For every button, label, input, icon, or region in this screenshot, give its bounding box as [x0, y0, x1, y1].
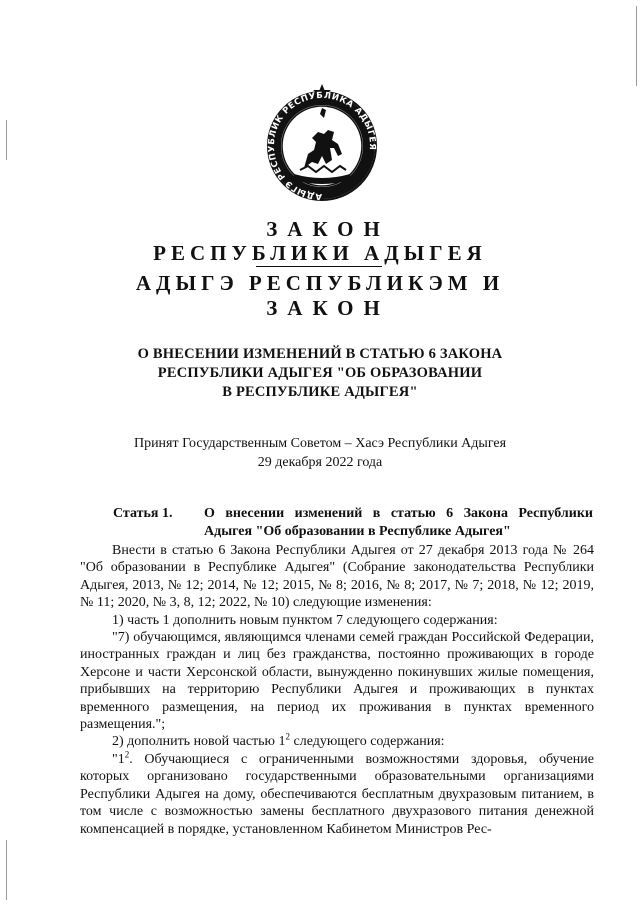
body-text: 2) дополнить новой частью 1: [112, 734, 286, 750]
coat-of-arms-emblem: [264, 84, 380, 208]
law-subject-line: В РЕСПУБЛИКЕ АДЫГЕЯ": [222, 384, 418, 400]
body-paragraph: [80, 751, 594, 838]
body-text: следующего содержания:: [290, 734, 445, 750]
body-paragraph: "7) обучающимся, являющимся членами семей граждан Российской Федерации, иностранных граждан и лиц без гражданства, постоянно проживающих в городе Херсоне и части Херсонской области, вынужденно покинувших жилые помещения, прибывших на территорию Республики Адыгея и проживающих в пунктах временного размещения, на период их проживания в пунктах временного размещения.";: [80, 630, 594, 733]
article-title: О внесении изменений в статью 6 Закона Республики Адыгея "Об образовании в Республике Адыгея": [204, 506, 593, 539]
law-title-line: ЗАКОН: [266, 217, 390, 241]
body-text: "1: [112, 751, 125, 767]
emblem-ring-text: АДЫГЭ РЕСПУБЛИК РЕСПУБЛИКА АДЫГЕЯ: [266, 90, 378, 202]
title-divider: [256, 266, 382, 267]
article-body: [80, 542, 594, 838]
scan-edge-mark: [636, 6, 637, 86]
adoption-body: Принят Государственным Советом – Хасэ Республики Адыгея: [133, 436, 507, 451]
body-text: . Обучающиеся с ограниченными возможностями здоровья, обучение которых организовано государственными образовательными организациями Республики Адыгея на дому, обеспечиваются бесплатным двухразовым питанием, в том числе с возможностью замены бесплатного двухразового питания денежной компенсацией в порядке, установленном Кабинетом Министров Рес-: [80, 751, 594, 837]
body-paragraph: [80, 733, 594, 750]
law-subject: [0, 345, 640, 402]
law-subject-line: О ВНЕСЕНИИ ИЗМЕНЕНИЙ В СТАТЬЮ 6 ЗАКОНА: [137, 346, 503, 362]
article-label: Статья 1.: [113, 506, 173, 521]
scan-edge-mark: [6, 840, 7, 900]
body-paragraph: Внести в статью 6 Закона Республики Адыгея от 27 декабря 2013 года № 264 "Об образовании в Республике Адыгея" (Собрание законодательства Республики Адыгея, 2013, № 12; 2014, № 12; 2015, № 8; 2016, № 8; 2017, № 7; 2018, № 12; 2019, № 11; 2020, № 3, 8, 12; 2022, № 10) следующие изменения:: [80, 543, 594, 611]
law-title-line: ЗАКОН: [266, 296, 390, 320]
adoption-date: 29 декабря 2022 года: [257, 455, 383, 470]
law-title-line: АДЫГЭ РЕСПУБЛИКЭМ И: [135, 271, 505, 295]
superscript: 2: [124, 749, 130, 760]
scan-edge-mark: [6, 120, 7, 160]
adoption-note: [0, 434, 640, 472]
law-title-line: РЕСПУБЛИКИ АДЫГЕЯ: [153, 241, 487, 265]
law-subject-line: РЕСПУБЛИКИ АДЫГЕЯ "ОБ ОБРАЗОВАНИИ: [157, 365, 483, 381]
superscript: 2: [285, 731, 290, 742]
body-paragraph: 1) часть 1 дополнить новым пунктом 7 следующего содержания:: [112, 612, 498, 628]
